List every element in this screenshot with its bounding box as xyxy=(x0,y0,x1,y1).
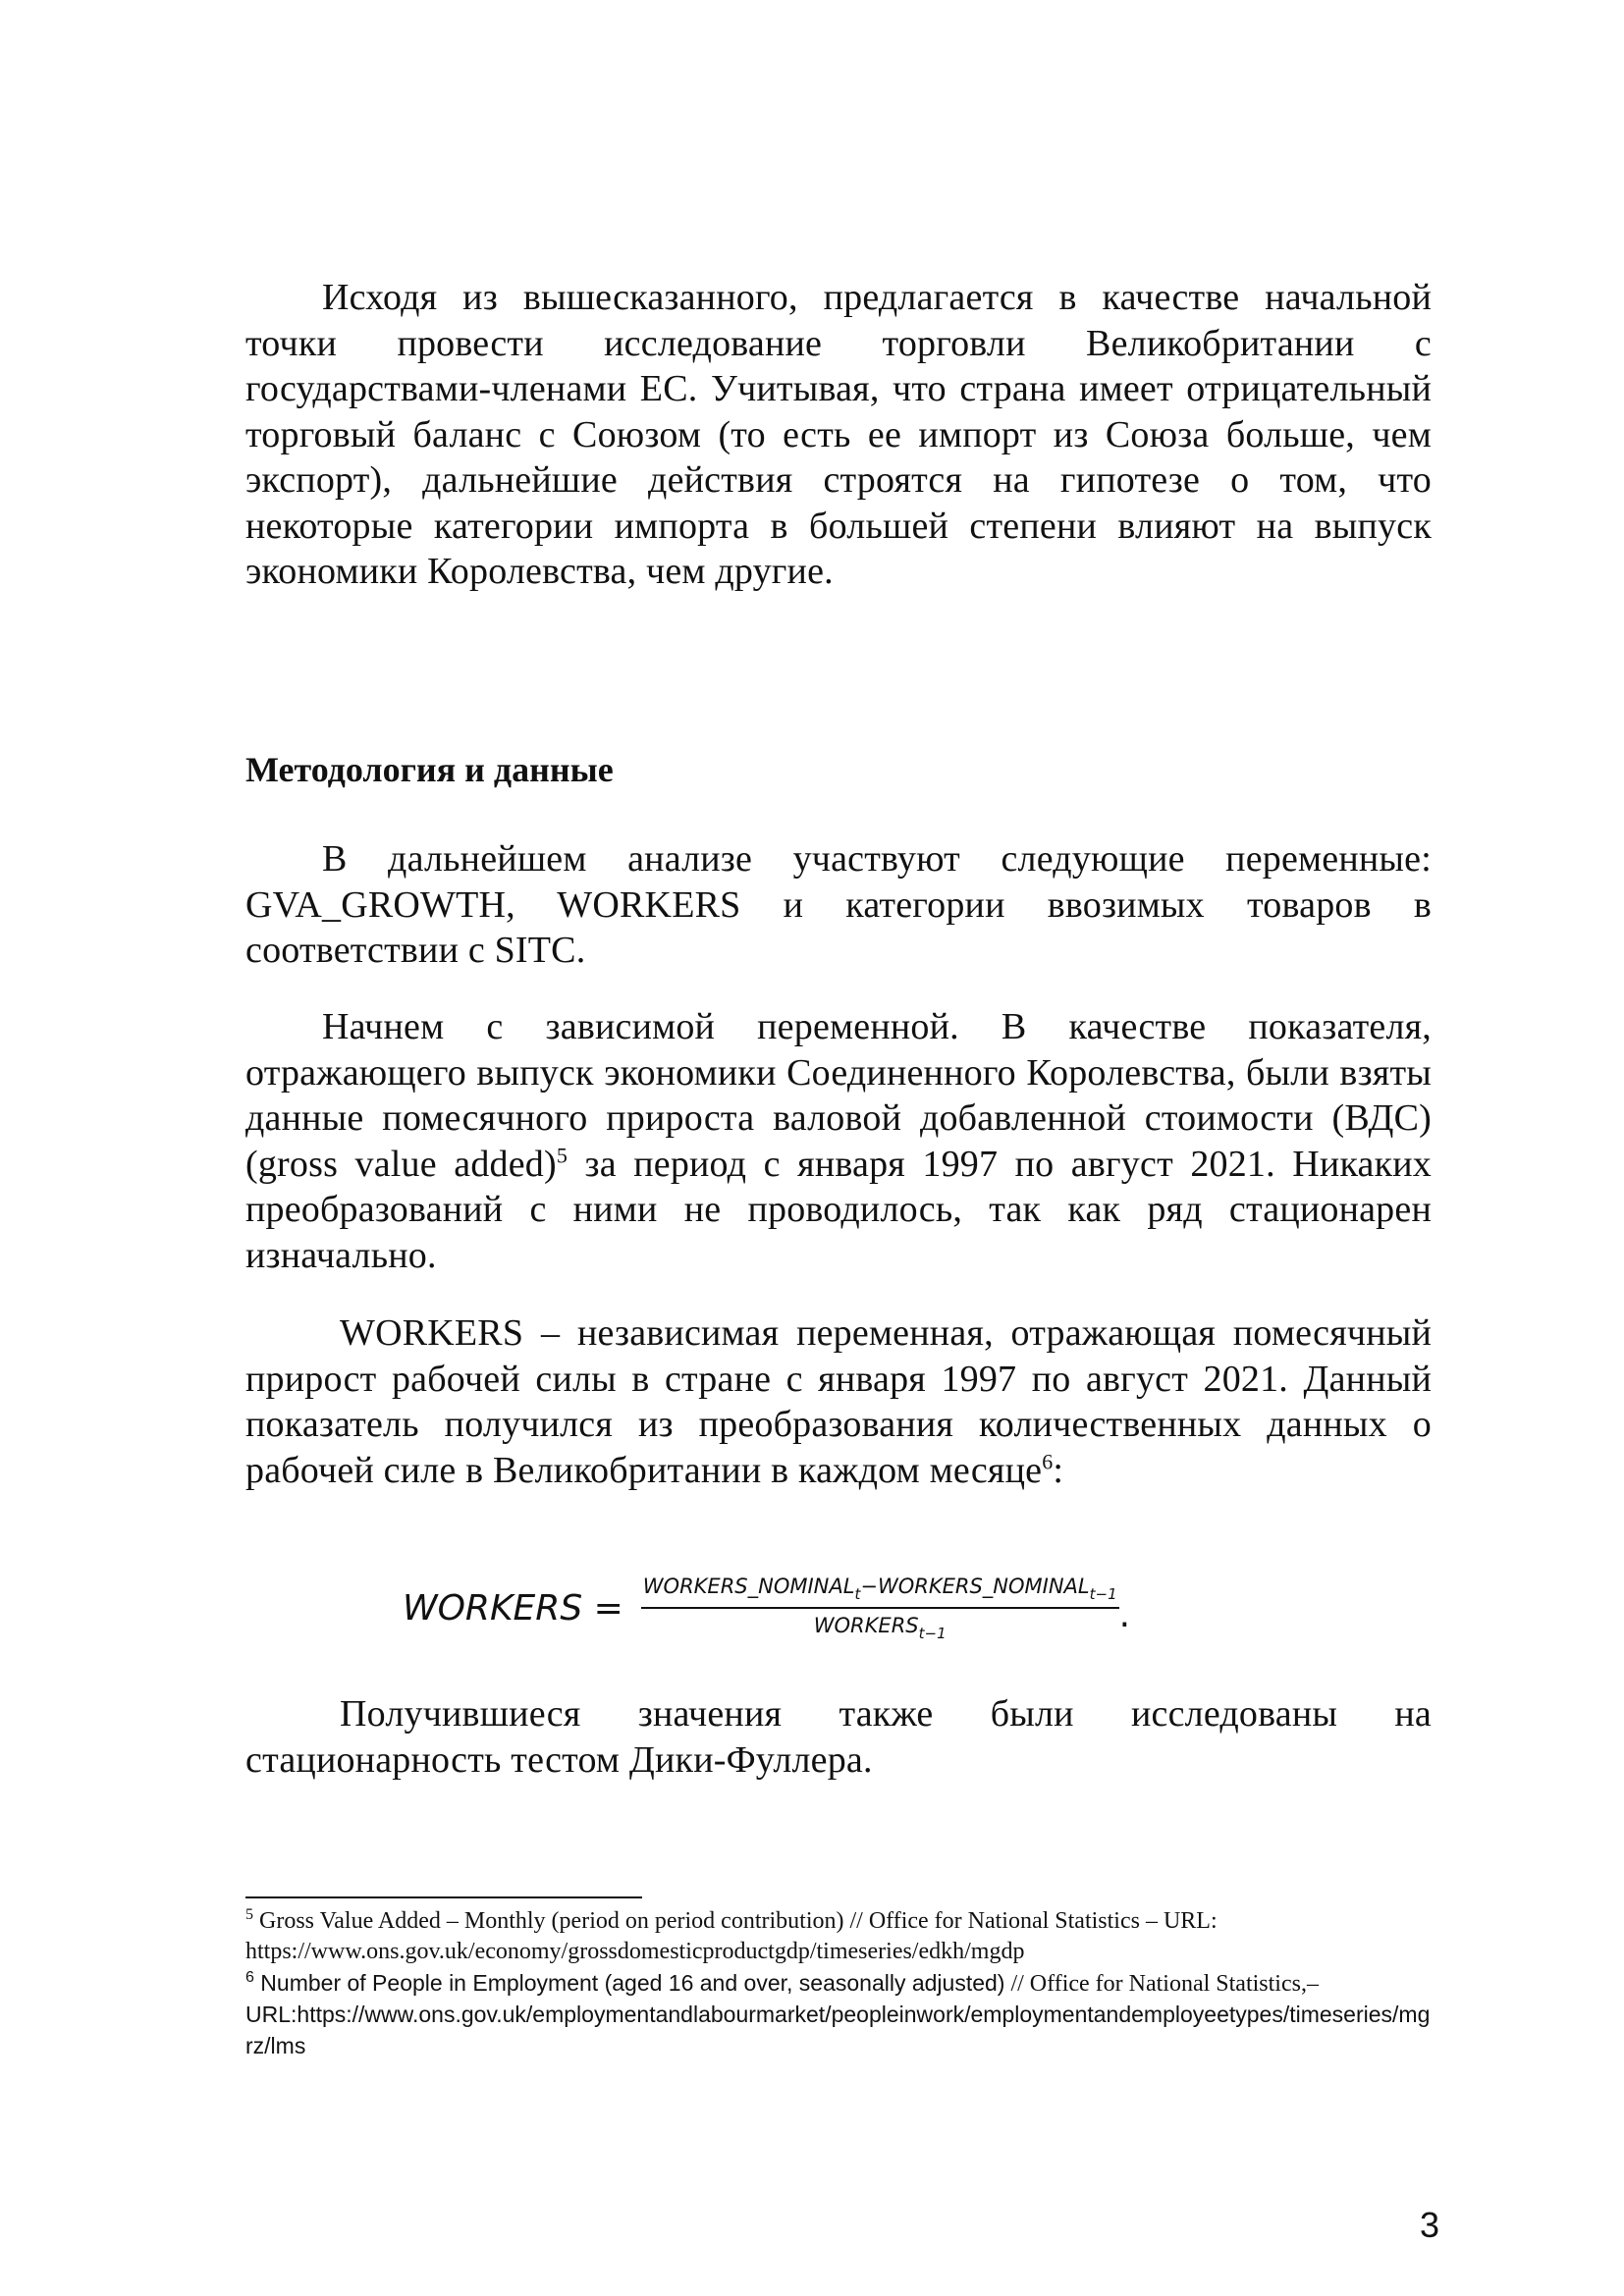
footnote-5-text[interactable]: Gross Value Added – Monthly (period on period contribution) // Office for National Statistics – URL: https://www.ons.gov.uk/economy/grossdomesticproductgdp/timeseries/edkh/mgdp xyxy=(245,1908,1218,1964)
formula-den-sub: t−1 xyxy=(918,1624,947,1642)
formula-num-sub-a: t xyxy=(854,1584,861,1603)
formula-denominator xyxy=(641,1607,1119,1642)
footnote-5-mark: 5 xyxy=(245,1906,253,1923)
footnote-ref-5[interactable]: 5 xyxy=(556,1142,568,1167)
footnote-6-url[interactable]: URL:https://www.ons.gov.uk/employmentandlabourmarket/peopleinwork/employmentandemployeetypes/timeseries/mgrz/lms xyxy=(245,2002,1431,2058)
paragraph-workers xyxy=(245,1310,1432,1493)
formula-num-term-a: WORKERS_NOMINAL xyxy=(642,1574,855,1598)
footnote-6 xyxy=(245,1968,1432,2062)
paragraph-stationarity: Получившиеся значения также были исследованы на стационарность тестом Дики-Фуллера. xyxy=(245,1693,1432,1781)
formula-period: . xyxy=(1118,1595,1131,1635)
footnote-6-title: Number of People in Employment (aged 16 and over, seasonally adjusted) xyxy=(253,1970,1005,1996)
paragraph-variables: В дальнейшем анализе участвуют следующие переменные: GVA_GROWTH, WORKERS и категории ввозимых товаров в соответствии с SITC. xyxy=(245,838,1432,971)
formula-num-sub-b: t−1 xyxy=(1089,1584,1117,1603)
section-heading: Методология и данные xyxy=(245,750,614,789)
footnote-5 xyxy=(245,1906,1432,1967)
paragraph-dependent-variable-text-end: за период с января 1997 по август 2021. Никаких преобразований с ними не проводилось, так как ряд стационарен изначально. xyxy=(245,1143,1432,1276)
footnote-6-source: // Office for National Statistics,– xyxy=(1004,1971,1319,1997)
footnote-6-mark: 6 xyxy=(245,1969,254,1986)
footnote-separator xyxy=(245,1896,642,1898)
paragraph-workers-colon: : xyxy=(1053,1449,1064,1491)
footnote-ref-6[interactable]: 6 xyxy=(1042,1448,1054,1473)
paragraph-dependent-variable-text: Начнем с зависимой переменной. В качестве показателя, отражающего выпуск экономики Соединенного Королевства, были взяты данные помесячного прироста валовой добавленной стоимости (ВДС) (gross value added) xyxy=(245,1006,1432,1185)
paragraph-intro: Исходя из вышесказанного, предлагается в качестве начальной точки провести исследование торговли Великобритании с государствами-членами ЕС. Учитывая, что страна имеет отрицательный торговый баланс с Союзом (то есть ее импорт из Союза больше, чем экспорт), дальнейшие действия строятся на гипотезе о том, что некоторые категории импорта в большей степени влияют на выпуск экономики Королевства, чем другие. xyxy=(245,277,1432,592)
formula-fraction xyxy=(641,1575,1119,1642)
formula-den-term: WORKERS xyxy=(813,1613,919,1637)
formula-lhs: WORKERS = xyxy=(403,1587,623,1629)
formula-numerator xyxy=(641,1575,1119,1607)
paragraph-workers-text: WORKERS – независимая переменная, отражающая помесячный прирост рабочей силы в стране с января 1997 по август 2021. Данный показатель получился из преобразования количественных данных о рабочей силе в Великобритании в каждом месяце xyxy=(245,1312,1432,1491)
paragraph-dependent-variable xyxy=(245,1004,1432,1278)
formula-minus: − xyxy=(860,1574,878,1598)
workers-formula xyxy=(403,1567,1130,1649)
page-number: 3 xyxy=(1419,2205,1439,2245)
formula-num-term-b: WORKERS_NOMINAL xyxy=(877,1574,1090,1598)
